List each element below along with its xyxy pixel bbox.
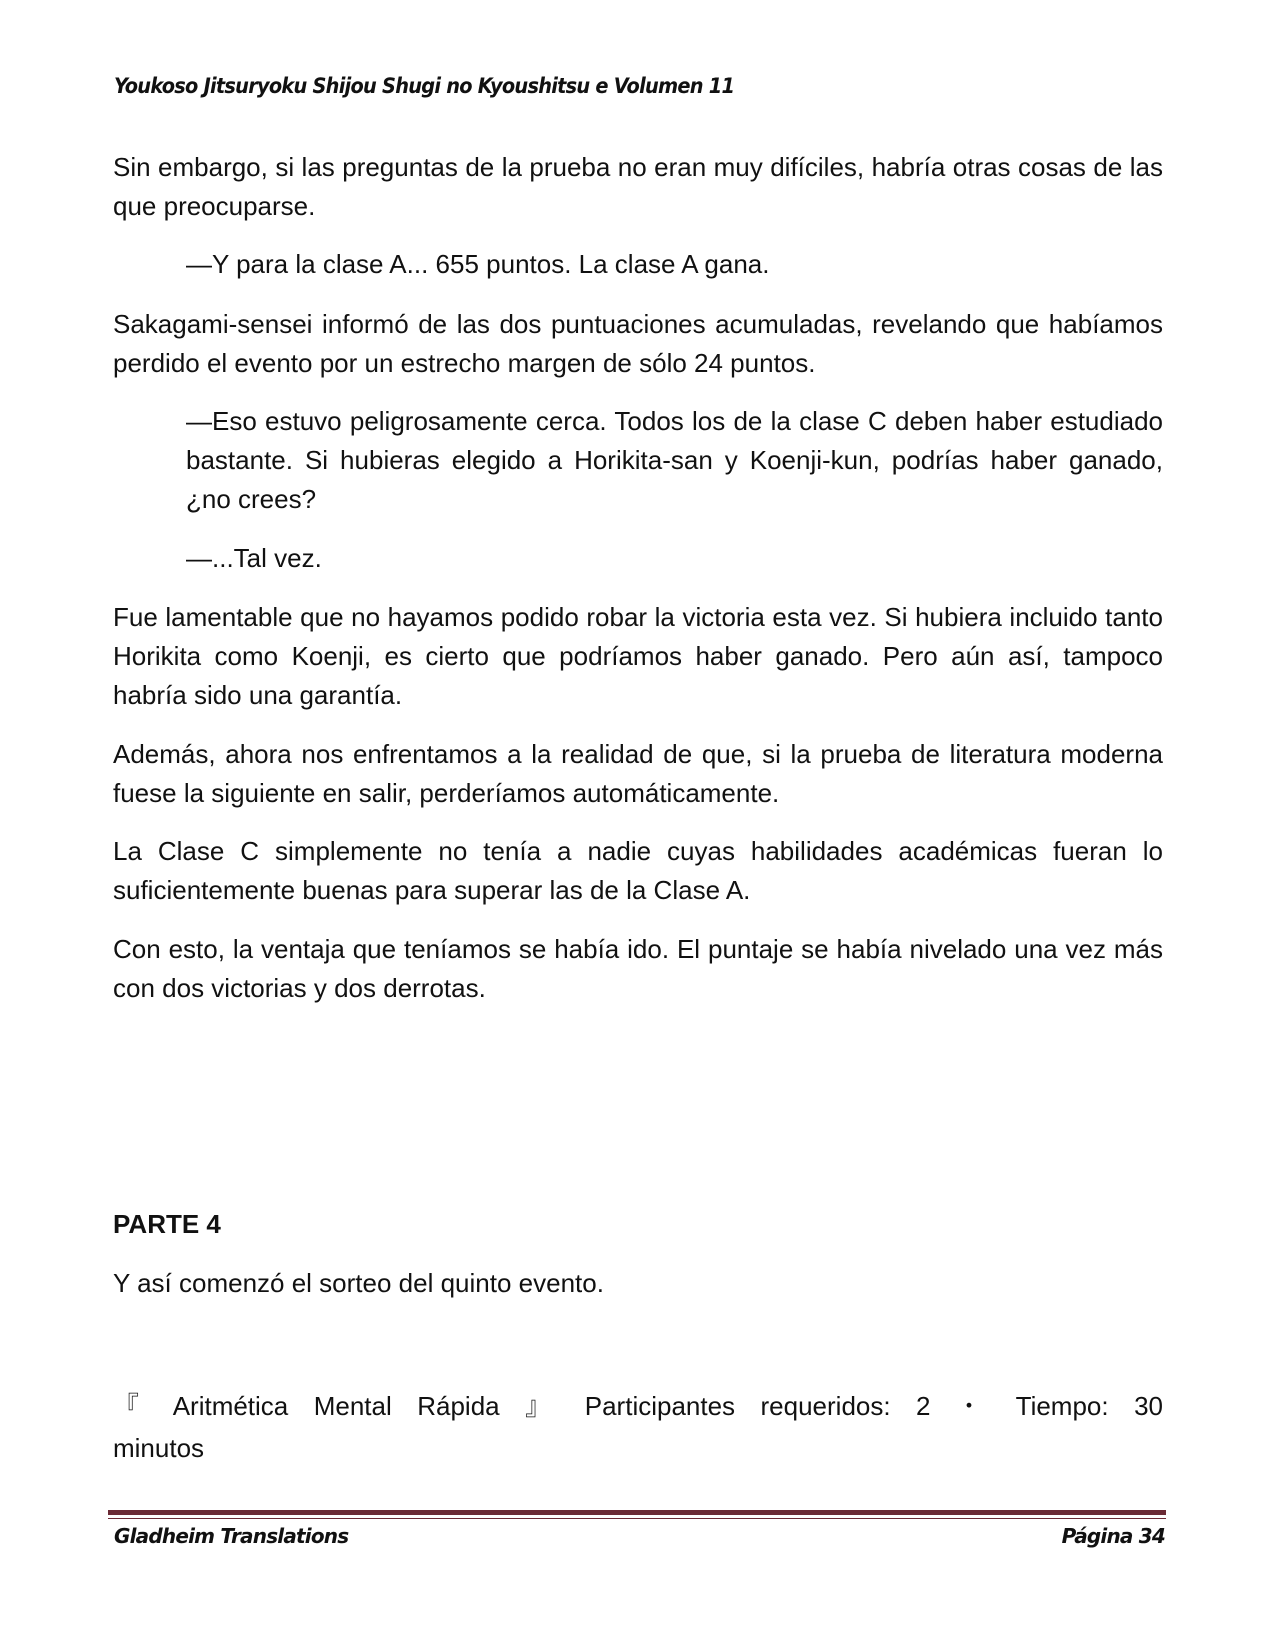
footer-rule-thin	[108, 1518, 1166, 1519]
paragraph: Sin embargo, si las preguntas de la prueba no eran muy difíciles, habría otras cosas de las que preocuparse.	[113, 152, 1163, 221]
dialogue-line: —...Tal vez.	[186, 543, 322, 573]
paragraph: Con esto, la ventaja que teníamos se había ido. El puntaje se había nivelado una vez más con dos victorias y dos derrotas.	[113, 934, 1163, 1003]
dialogue-line: —Y para la clase A... 655 puntos. La clase A gana.	[186, 249, 770, 279]
footer-rule	[108, 1510, 1166, 1515]
dialogue-line: —Eso estuvo peligrosamente cerca. Todos los de la clase C deben haber estudiado bastante. Si hubieras elegido a Horikita-san y Koenji-kun, podrías haber ganado, ¿no crees?	[186, 406, 1163, 514]
section-heading: PARTE 4	[113, 1209, 221, 1239]
paragraph: La Clase C simplemente no tenía a nadie cuyas habilidades académicas fueran lo suficientemente buenas para superar las de la Clase A.	[113, 836, 1163, 905]
running-header: Youkoso Jitsuryoku Shijou Shugi no Kyoushitsu e Volumen 11	[114, 74, 735, 98]
footer-credit: Gladheim Translations	[114, 1524, 349, 1548]
paragraph: Y así comenzó el sorteo del quinto evento.	[113, 1268, 604, 1298]
page-number: Página 34	[1061, 1524, 1165, 1548]
paragraph: Sakagami-sensei informó de las dos puntuaciones acumuladas, revelando que habíamos perdido el evento por un estrecho margen de sólo 24 puntos.	[113, 309, 1163, 378]
event-description: 『 Aritmética Mental Rápida 』 Participantes requeridos: 2 ・ Tiempo: 30 minutos	[113, 1391, 1163, 1463]
paragraph: Fue lamentable que no hayamos podido robar la victoria esta vez. Si hubiera incluido tanto Horikita como Koenji, es cierto que podríamos haber ganado. Pero aún así, tampoco habría sido una garantía.	[113, 602, 1163, 710]
paragraph: Además, ahora nos enfrentamos a la realidad de que, si la prueba de literatura moderna fuese la siguiente en salir, perderíamos automáticamente.	[113, 739, 1163, 808]
